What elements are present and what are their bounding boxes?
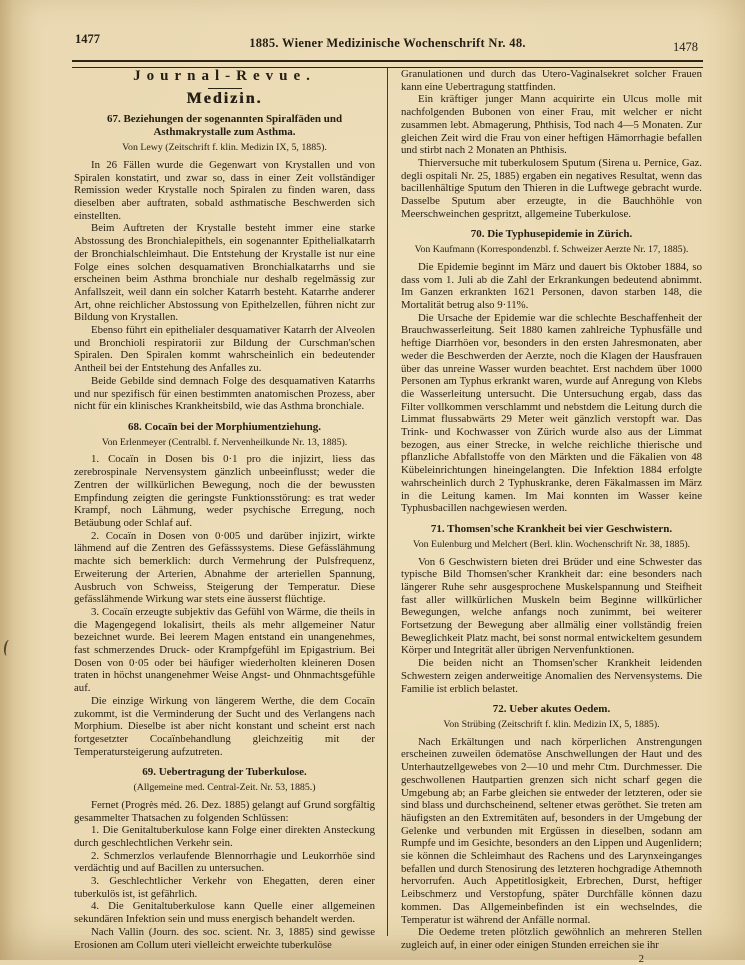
journal-revue-title: Journal-Revue.: [133, 68, 316, 84]
paragraph: Ein kräftiger junger Mann acquirirte ein Ulcus molle mit nachfolgenden Bubonen von einer Frau, mit welcher er nicht zusammen lebt. Abmagerung, Phthisis, Tod nach 4—5 Monaten. Zur gleichen Zeit wird die Frau von einer heftigen Hämorrhagie befallen und stirbt nach 2 Monaten an Phthisis.: [401, 93, 702, 157]
medizin-section-title: Medizin.: [186, 89, 263, 107]
paragraph: Beide Gebilde sind demnach Folge des desquamativen Katarrhs und nur spezifisch für einen bestimmten anatomischen Prozess, aber nicht für ein klinisches Krankheitsbild, wie das Asthma bronchiale.: [74, 374, 375, 413]
article-67-heading: 67. Beziehungen der sogenannten Spiralfäden und Asthmakrystalle zum Asthma.: [106, 113, 343, 139]
article-68-heading: 68. Cocaïn bei der Morphiumentziehung.: [128, 420, 321, 433]
paragraph: Die beiden nicht an Thomsen'scher Krankheit leidenden Schwestern zeigen anderweitige Anomalien des Nervensystems. Die Familie ist erblich belastet.: [401, 657, 702, 695]
article-69-heading: 69. Uebertragung der Tuberkulose.: [142, 766, 307, 779]
two-column-body: [74, 68, 702, 965]
paragraph: Thierversuche mit tuberkulosem Sputum (Sirena u. Pernice, Gaz. degli ospitali Nr. 25, 1885) ergaben ein negatives Resultat, wenn das bacillenhältige Sputum den Thieren in die Luftwege gebracht wurde. Dasselbe Sputum aber erzeugte, in die Bauchhöhle von Meerschweinchen gespritzt, allgemeine Tuberkulose.: [401, 156, 702, 220]
paragraph: Nach Vallin (Journ. des soc. scient. Nr. 3, 1885) sind gewisse Erosionen am Collum uteri vielleicht erweichte tuberkulöse: [74, 925, 375, 951]
article-68-byline: Von Erlenmeyer (Centralbl. f. Nervenheilkunde Nr. 13, 1885).: [101, 436, 348, 448]
paragraph: Ebenso führt ein epithelialer desquamativer Katarrh der Alveolen und Bronchioli respiratorii zur Bildung der Curschman'schen Spiralen. Den Spiralen kommt wahrscheinlich ein bedeutender Antheil bei der Entstehung des Anfalles zu.: [74, 324, 375, 375]
paragraph: Fernet (Progrès méd. 26. Dez. 1885) gelangt auf Grund sorgfältig gesammelter Thatsachen zu folgenden Schlüssen:: [74, 798, 375, 824]
left-page-number: 1477: [75, 32, 100, 46]
signature-mark: 2: [638, 952, 644, 965]
paragraph: 4. Die Genitaltuberkulose kann Quelle einer allgemeinen sekundären Infektion sein und muss energisch behandelt werden.: [74, 900, 375, 926]
article-69-source: (Allgemeine med. Central-Zeit. Nr. 53, 1885.): [133, 782, 316, 794]
paragraph: Von 6 Geschwistern bieten drei Brüder und eine Schwester das typische Bild Thomsen'scher Krankheit dar: eine besonders nach längerer Ruhe sehr ausgesprochene Muskelspannung und Steifheit fast aller willkürlichen Muskeln beim Beginne willkürlicher Bewegungen, welche anfangs noch zunimmt, bei weiterer Fortsetzung der Bewegung aber allmälig einer vollständig freien Beweglichkeit Platz macht, bei sonst normal entwickeltem gesundem Körper und Integrität aller übrigen Nervenfunktionen.: [401, 555, 702, 657]
paragraph: Die Epidemie beginnt im März und dauert bis Oktober 1884, so dass vom 1. Juli ab die Zahl der Erkrankungen bedeutend abnimmt. Im Ganzen erkrankten 1621 Personen, davon starben 148, die Mortalität betrug also 9·11%.: [401, 260, 702, 312]
section-rule: [208, 88, 242, 89]
paragraph: Die Oedeme treten plötzlich gewöhnlich an mehreren Stellen zugleich auf, in einer oder einigen Stunden erreichen sie ihr: [401, 926, 702, 951]
paragraph: 2. Schmerzlos verlaufende Blennorrhagie und Leukorrhöe sind verdächtig und auf Bacillen zu untersuchen.: [74, 849, 375, 875]
paragraph: 1. Cocaïn in Dosen bis 0·1 pro die injizirt, liess das zerebrospinale Nervensystem gänzlich unbeeinflusst; weder die Zentren der willkürlichen Bewegung, noch die der bewussten Empfindung zeigten die geringste Funktionsstörung: es trat weder Krampf, noch Lähmung, weder psychische Erregung, noch Betäubung oder Schlaf auf.: [74, 453, 375, 529]
paragraph: Granulationen und durch das Utero-Vaginalsekret solcher Frauen kann eine Uebertragung stattfinden.: [401, 68, 702, 93]
column-divider-rule: [387, 68, 388, 936]
header-double-rule: [72, 60, 703, 68]
left-column: [74, 68, 375, 951]
paragraph: Beim Auftreten der Krystalle besteht immer eine starke Abstossung des Bronchialepithels, ein sogenannter Epithelialkatarrh der Bronchialschleimhaut. Die Entstehung der Krystalle ist nur eine Folge eines solchen desquamativen Bronchialkatarrhs und sie erscheinen beim Asthma bronchiale nur deshalb regelmässig zur Anfallszeit, weil dann ein solcher Katarrh besteht. Katarrhe anderer Art, ohne reichlicher Abstossung von Epithelzellen, führen nicht zur Bildung von Krystallen.: [74, 222, 375, 324]
journal-header-title: 1885. Wiener Medizinische Wochenschrift Nr. 48.: [249, 36, 526, 50]
article-71-byline: Von Eulenburg und Melchert (Berl. klin. Wochenschrift Nr. 38, 1885).: [412, 539, 691, 550]
right-column: [401, 68, 702, 965]
article-70-byline: Von Kaufmann (Korrespondenzbl. f. Schweizer Aerzte Nr. 17, 1885).: [414, 244, 689, 256]
page-header: [74, 32, 701, 54]
right-page-number: 1478: [673, 40, 698, 54]
right-column-blocks: [401, 68, 702, 965]
article-71-heading: 71. Thomsen'sche Krankheit bei vier Geschwistern.: [430, 523, 673, 535]
paragraph: 2. Cocaïn in Dosen von 0·005 und darüber injizirt, wirkte lähmend auf die Zentren des Gefässsystems. Diese Gefässlähmung machte sich bemerklich: durch Vermehrung der Pulsfrequenz, Erweiterung der Arterien, Abnahme der arteriellen Spannung, Ausbruch von Schweiss, Steigerung der Temperatur. Diese gefässlähmende Wirkung war stets eine äusserst flüchtige.: [74, 529, 375, 606]
article-72-byline: Von Strübing (Zeitschrift f. klin. Medizin IX, 5, 1885).: [443, 719, 660, 731]
article-72-heading: 72. Ueber akutes Oedem.: [492, 703, 611, 716]
left-column-blocks: [74, 113, 375, 951]
paragraph: 1. Die Genitaltuberkulose kann Folge einer direkten Ansteckung durch geschlechtlichen Verkehr sein.: [74, 824, 375, 849]
paragraph: In 26 Fällen wurde die Gegenwart von Krystallen und von Spiralen konstatirt, und zwar so, dass in einer Zeit vollständiger Remission weder Krystalle noch Spiralen zu finden waren, dass dieselben aber auftraten, sobald asthmatische Beschwerden sich einstellten.: [74, 158, 375, 222]
paragraph: 3. Cocaïn erzeugte subjektiv das Gefühl von Wärme, die theils in die Magengegend lokalisirt, theils als mehr allgemeiner Natur bezeichnet wurde. Bei leerem Magen entstand ein unangenehmes, fast schmerzendes Druck- oder Krampfgefühl im Epigastrium. Bei Dosen von 0·05 oder bei häufiger wiederholten kleineren Dosen traten in höchst unangenehmer Weise Angst- und Ohnmachtsgefühle auf.: [74, 605, 375, 695]
paragraph: 3. Geschlechtlicher Verkehr von Ehegatten, deren einer tuberkulös ist, ist gefährlich.: [74, 875, 375, 900]
article-67-byline: Von Lewy (Zeitschrift f. klin. Medizin IX, 5, 1885).: [122, 142, 327, 154]
paragraph: Die einzige Wirkung von längerem Werthe, die dem Cocaïn zukommt, ist die Verminderung der Sucht und des Verlangens nach Morphium. Dieselbe ist aber nicht konstant und scheint erst nach fortgesetzter Cocaïnbehandlung gleichzeitig mit der Temperatursteigerung aufzutreten.: [74, 694, 375, 758]
paragraph: Die Ursache der Epidemie war die schlechte Beschaffenheit der Brauchwasserleitung. Seit 1880 kamen zahlreiche Typhusfälle und heftige Diarrhöen vor, besonders in den ersten Jahresmonaten, aber weder die Beschwerden der Aerzte, noch die Klagen der Hausfrauen über das unreine Wasser wurden beachtet. Erst nachdem über 1000 Personen am Typhus erkrankt waren, wurde auf Anregung von Klebs die Wasserleitung untersucht. Die Untersuchung ergab, dass das Filter vollkommen verschlammt und nebstdem die Leitung durch die Limmat flussabwärts 29 Meter weit gänzlich verstopft war. Das Trink- und Kochwasser von Zürich wurde also aus der Limmat bezogen, aus einer Strecke, in welche reichliche thierische und pflanzliche Abfallstoffe von den Märkten und die Fäkalien von 48 Kübeleinrichtungen hineingelangten. Die Infektion 1884 erfolgte wahrscheinlich durch 2 Typhuskranke, deren Fäkalmassen im März in die Leitung kamen. Im Mai konnten im Wasser keine Typhusbacillen nachgewiesen werden.: [401, 311, 702, 515]
article-70-heading: 70. Die Typhusepidemie in Zürich.: [470, 228, 633, 241]
paragraph: Nach Erkältungen und nach körperlichen Anstrengungen erscheinen zuweilen ödematöse Anschwellungen der Haut und des Unterhautzellgewebes von 2—10 und mehr Ctm. Durchmesser. Die geschwollenen Hautpartien grenzen sich nicht scharf gegen die Umgebung ab; an Farbe gleichen sie entweder der letzteren, oder sie sind blass und durchscheinend, seltener etwas geröthet. Sie treten am häufigsten an den Extremitäten auf, besonders in der Umgebung der Gelenke und verbunden mit Ergüssen in dieselben, sodann am Rumpfe und im Gesichte, besonders an den Lippen und Augenlidern; sie können die Schleimhaut des Rachens und des Larynxeinganges befallen und durch Stenosirung des letzteren hochgradige Athemnoth hervorrufen. Auch Appetitlosigkeit, Erbrechen, Durst, heftiger Leibschmerz und Verstopfung, später Durchfälle können dazu kommen. Das Allgemeinbefinden ist ein wechselndes, die Temperatur ist während der Anfälle normal.: [401, 735, 702, 926]
